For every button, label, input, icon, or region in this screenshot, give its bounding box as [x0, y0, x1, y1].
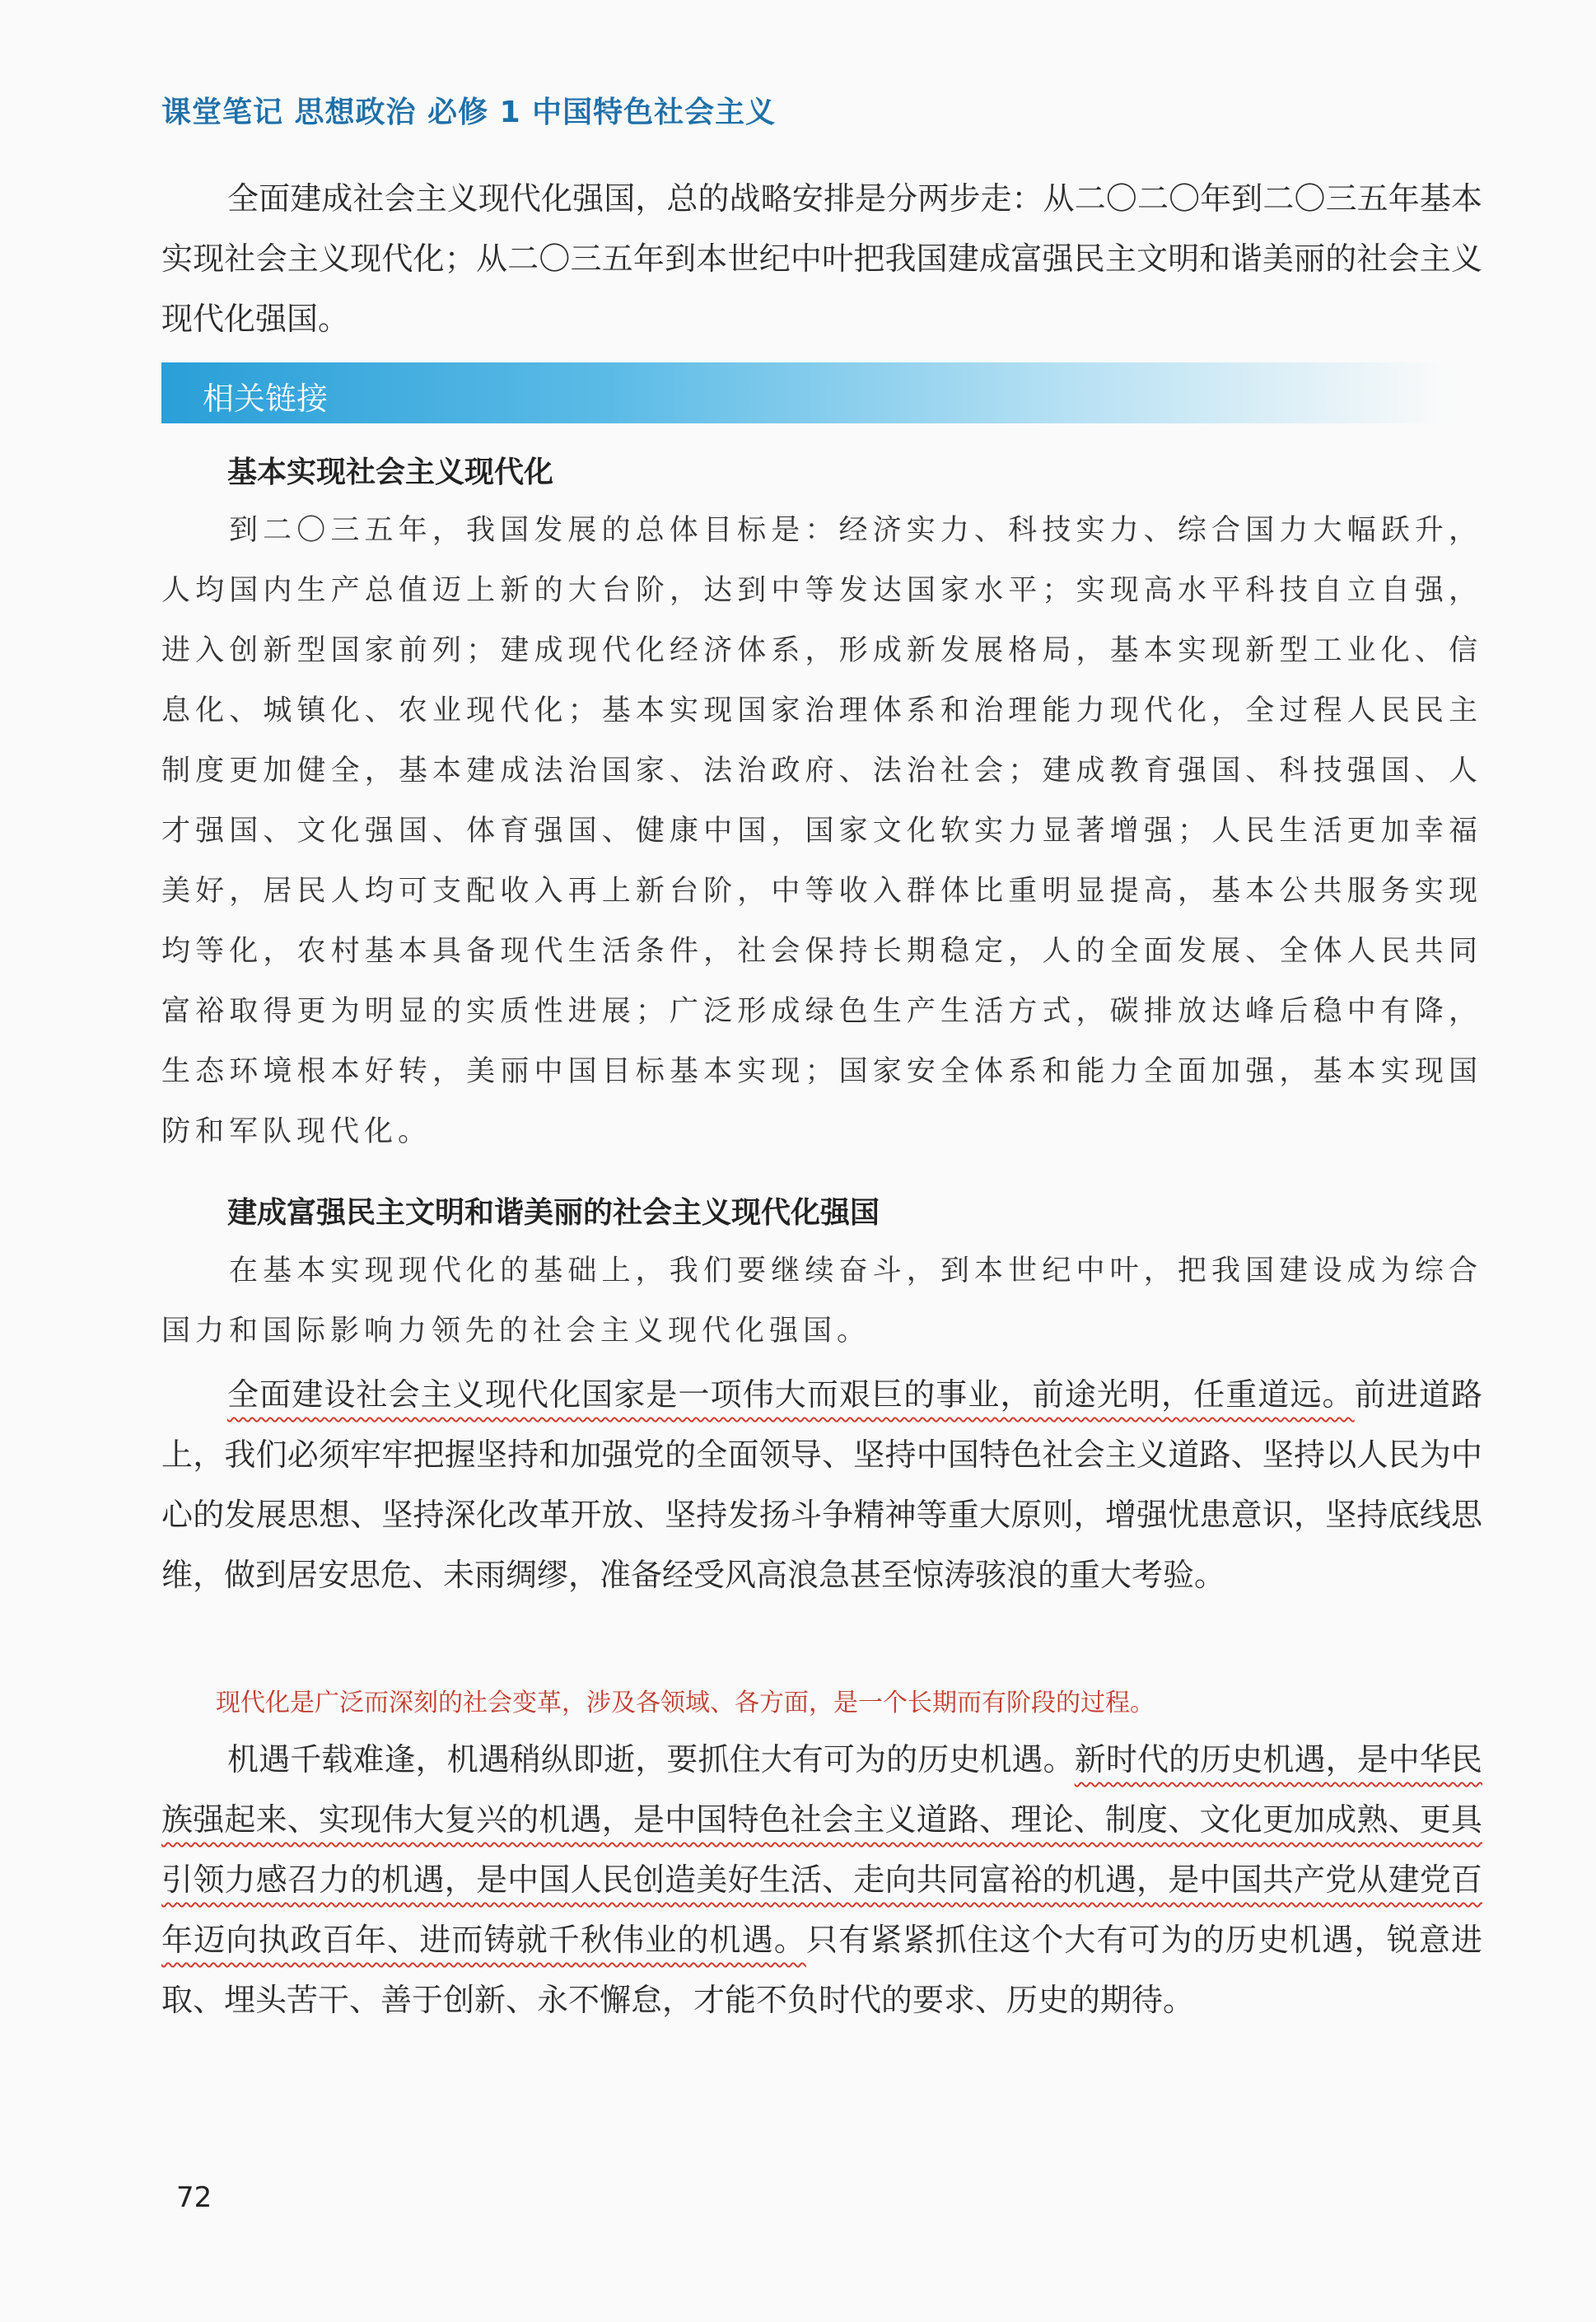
section-heading-basic-modernization: 基本实现社会主义现代化	[227, 456, 554, 489]
section-heading-strong-country: 建成富强民主文明和谐美丽的社会主义现代化强国	[227, 1196, 880, 1230]
opportunity-paragraph	[161, 1730, 1482, 2030]
page-number: 72	[176, 2181, 212, 2214]
margin-annotation: 现代化是广泛而深刻的社会变革，涉及各领域、各方面，是一个长期而有阶段的过程。	[216, 1689, 1155, 1717]
paragraph-lead: 机遇千载难逢，机遇稍纵即逝，要抓住大有可为的历史机遇。	[227, 1741, 1075, 1778]
underlined-opportunity-text: 新时代的历史机遇，是中华民族强起来、实现伟大复兴的机遇，是中国特色社会主义道路、理论、制度、文化更加成熟、更具引领力感召力的机遇，是中国人民创造美好生活、走向共同富裕的机遇，是中国共产党从建党百年迈向执政百年、进而铸就千秋伟业的机遇。	[161, 1741, 1482, 1958]
task-paragraph	[161, 1365, 1482, 1605]
section-text-strong-country: 在基本实现现代化的基础上，我们要继续奋斗，到本世纪中叶，把我国建设成为综合国力和国际影响力领先的社会主义现代化强国。	[161, 1254, 1482, 1348]
related-link-title: 相关链接	[203, 381, 329, 417]
paragraph-text: 前进道路上，我们必须牢牢把握坚持和加强党的全面领导、坚持中国特色社会主义道路、坚持以人民为中心的发展思想、坚持深化改革开放、坚持发扬斗争精神等重大原则，增强忧患意识，坚持底线思维，做到居安思危、未雨绸缪，准备经受风高浪急甚至惊涛骇浪的重大考验。	[161, 1376, 1482, 1593]
section-text-basic-modernization: 到二〇三五年，我国发展的总体目标是：经济实力、科技实力、综合国力大幅跃升，人均国内生产总值迈上新的大台阶，达到中等发达国家水平；实现高水平科技自立自强，进入创新型国家前列；建成现代化经济体系，形成新发展格局，基本实现新型工业化、信息化、城镇化、农业现代化；基本实现国家治理体系和治理能力现代化，全过程人民民主制度更加健全，基本建成法治国家、法治政府、法治社会；建成教育强国、科技强国、人才强国、文化强国、体育强国、健康中国，国家文化软实力显著增强；人民生活更加幸福美好，居民人均可支配收入再上新台阶，中等收入群体比重明显提高，基本公共服务实现均等化，农村基本具备现代生活条件，社会保持长期稳定，人的全面发展、全体人民共同富裕取得更为明显的实质性进展；广泛形成绿色生产生活方式，碳排放达峰后稳中有降，生态环境根本好转，美丽中国目标基本实现；国家安全体系和能力全面加强，基本实现国防和军队现代化。	[161, 514, 1482, 1148]
underlined-key-sentence: 全面建设社会主义现代化国家是一项伟大而艰巨的事业，前途光明，任重道远。	[227, 1376, 1355, 1413]
paragraph-text: 只有紧紧抓住这个大有可为的历史机遇，锐意进取、埋头苦干、善于创新、永不懈怠，才能不负时代的要求、历史的期待。	[161, 1922, 1482, 2018]
running-header: 课堂笔记 思想政治 必修 1 中国特色社会主义	[161, 96, 777, 129]
related-link-banner	[161, 362, 1446, 423]
intro-paragraph: 全面建成社会主义现代化强国，总的战略安排是分两步走：从二〇二〇年到二〇三五年基本实现社会主义现代化；从二〇三五年到本世纪中叶把我国建成富强民主文明和谐美丽的社会主义现代化强国。	[161, 180, 1482, 337]
